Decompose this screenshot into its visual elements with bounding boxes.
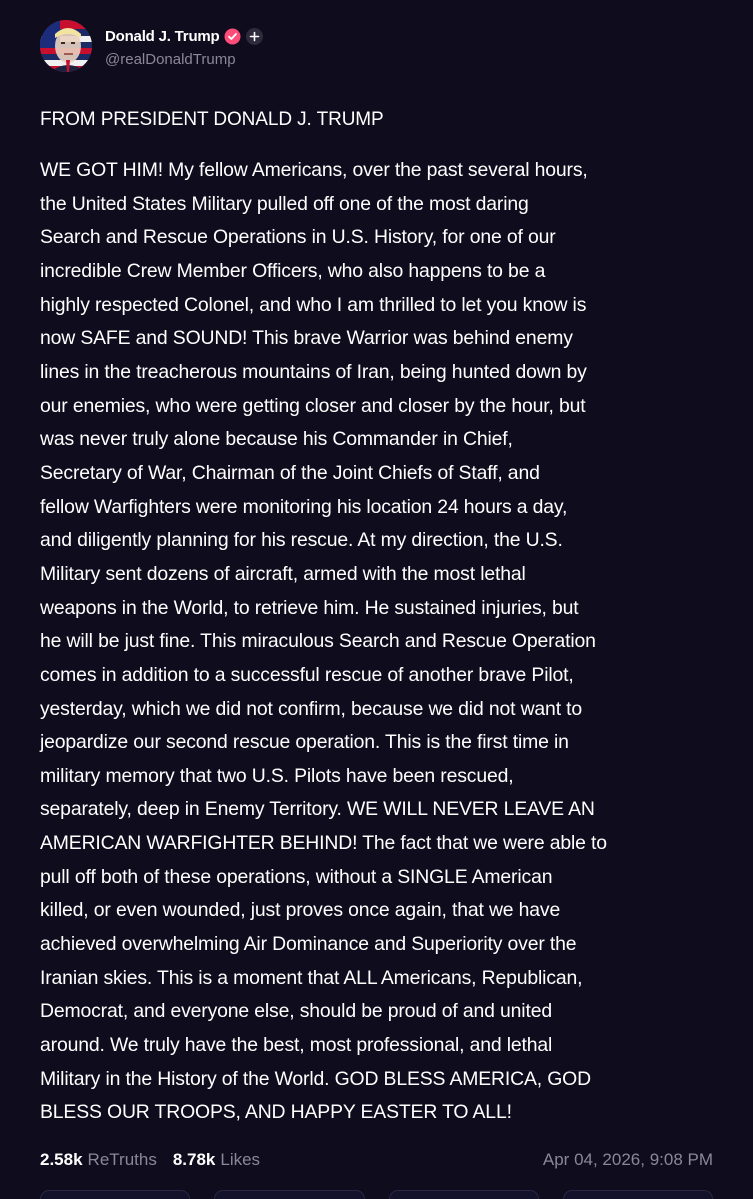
name-row xyxy=(105,25,263,49)
account-names xyxy=(105,25,263,68)
reply-button[interactable] xyxy=(40,1190,190,1199)
post-body: WE GOT HIM! My fellow Americans, over the past several hours, the United States Military pulled off one of the most daring Search and Rescue Operations in U.S. History, for one of our incredible Crew Member Officers, who also happens to be a highly respected Colonel, and who I am thrilled to let you know is now SAFE and SOUND! This brave Warrior was behind enemy lines in the treacherous mountains of Iran, being hunted down by our enemies, who were getting closer and closer by the hour, but was never truly alone because his Commander in Chief, Secretary of War, Chairman of the Joint Chiefs of Staff, and fellow Warfighters were monitoring his location 24 hours a day, and diligently planning for his rescue. At my direction, the U.S. Military sent dozens of aircraft, armed with the most lethal weapons in the World, to retrieve him. He sustained injuries, but he will be just fine. This miraculous Search and Rescue Operation comes in addition to a successful rescue of another brave Pilot, yesterday, which we did not confirm, because we did not want to jeopardize our second rescue operation. This is the first time in military memory that two U.S. Pilots have been rescued, separately, deep in Enemy Territory. WE WILL NEVER LEAVE AN AMERICAN WARFIGHTER BEHIND! The fact that we were able to pull off both of these operations, without a SINGLE American killed, or even wounded, just proves once again, that we have achieved overwhelming Air Dominance and Superiority over the Iranian skies. This is a moment that ALL Americans, Republican, Democrat, and everyone else, should be proud of and united around. We truly have the best, most professional, and lethal Military in the History of the World. GOD BLESS AMERICA, GOD BLESS OUR TROOPS, AND HAPPY EASTER TO ALL! xyxy=(40,159,607,1124)
retruths-stat[interactable] xyxy=(40,1150,157,1170)
retruths-count: 2.58k xyxy=(40,1150,83,1169)
likes-stat[interactable] xyxy=(173,1150,260,1170)
action-bar xyxy=(40,1190,713,1199)
post-timestamp[interactable]: Apr 04, 2026, 9:08 PM xyxy=(542,1150,713,1169)
post-footer xyxy=(40,1148,713,1172)
avatar-image xyxy=(40,20,92,72)
post-header xyxy=(40,20,263,72)
avatar[interactable] xyxy=(40,20,92,72)
display-name[interactable]: Donald J. Trump xyxy=(105,28,220,45)
user-handle[interactable]: @realDonaldTrump xyxy=(105,50,236,68)
verified-badge-icon xyxy=(224,28,241,45)
like-button[interactable] xyxy=(389,1190,539,1199)
share-button[interactable] xyxy=(563,1190,713,1199)
plus-icon[interactable] xyxy=(246,28,263,45)
retruths-label: ReTruths xyxy=(87,1150,157,1169)
retruth-button[interactable] xyxy=(214,1190,364,1199)
likes-count: 8.78k xyxy=(172,1150,216,1169)
likes-label: Likes xyxy=(220,1150,261,1169)
post-title: FROM PRESIDENT DONALD J. TRUMP xyxy=(40,109,384,130)
